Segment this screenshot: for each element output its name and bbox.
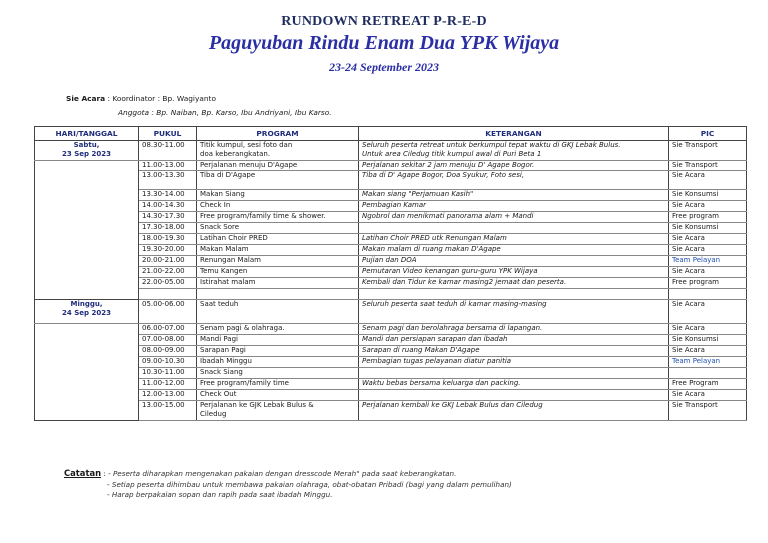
day-cell	[35, 212, 139, 223]
pic-cell: Free program	[669, 212, 747, 223]
pic-cell	[669, 368, 747, 379]
table-row	[35, 234, 747, 245]
pic-cell: Sie Acara	[669, 234, 747, 245]
table-row	[35, 278, 747, 289]
keterangan-cell: Senam pagi dan berolahraga bersama di lapangan.	[359, 324, 669, 335]
day-cell	[35, 401, 139, 421]
table-row	[35, 223, 747, 234]
table-row	[35, 324, 747, 335]
keterangan-cell	[359, 141, 669, 161]
pic-cell: Sie Konsumsi	[669, 335, 747, 346]
keterangan-cell	[359, 390, 669, 401]
program-line: Perjalanan ke GJK Lebak Bulus &	[200, 401, 314, 409]
pic-cell: Sie Acara	[669, 390, 747, 401]
day-cell	[35, 190, 139, 201]
pic-cell: Free Program	[669, 379, 747, 390]
catatan-block	[64, 468, 456, 478]
program-line: doa keberangkatan.	[200, 149, 271, 158]
pukul-cell: 05.00-06.00	[139, 300, 197, 324]
pukul-cell: 08.00-09.00	[139, 346, 197, 357]
sie-acara-label: Sie Acara	[66, 94, 106, 103]
catatan-separator: :	[103, 469, 106, 478]
day-date: 24 Sep 2023	[62, 308, 111, 317]
program-cell: Snack Siang	[197, 368, 359, 379]
program-cell: Sarapan Pagi	[197, 346, 359, 357]
keterangan-cell	[359, 223, 669, 234]
keterangan-line: Untuk area Ciledug titik kumpul awal di Puri Beta 1	[362, 149, 542, 158]
table-header-row	[35, 127, 747, 141]
col-hari-tanggal: HARI/TANGGAL	[35, 127, 139, 141]
table-row	[35, 161, 747, 171]
table-row	[35, 346, 747, 357]
program-cell: Latihan Choir PRED	[197, 234, 359, 245]
table-row	[35, 401, 747, 421]
pukul-cell: 22.00-05.00	[139, 278, 197, 289]
table-row	[35, 379, 747, 390]
pic-cell: Sie Transport	[669, 161, 747, 171]
day-name: Sabtu,	[73, 141, 100, 149]
catatan-note: - Setiap peserta dihimbau untuk membawa pakaian olahraga, obat-obatan Pribadi (bagi yang dalam pemulihan)	[107, 480, 512, 489]
pukul-cell: 13.00-15.00	[139, 401, 197, 421]
pic-cell: Sie Transport	[669, 141, 747, 161]
program-cell: Snack Sore	[197, 223, 359, 234]
pukul-cell: 13.30-14.00	[139, 190, 197, 201]
pukul-cell: 19.30-20.00	[139, 245, 197, 256]
keterangan-cell	[359, 368, 669, 379]
keterangan-line: Seluruh peserta retreat untuk berkumpul tepat waktu di GKJ Lebak Bulus.	[362, 141, 621, 149]
pukul-cell: 11.00-12.00	[139, 379, 197, 390]
empty-cell	[197, 289, 359, 300]
pukul-cell: 06.00-07.00	[139, 324, 197, 335]
day-cell	[35, 171, 139, 190]
keterangan-cell: Makan malam di ruang makan D'Agape	[359, 245, 669, 256]
empty-cell	[139, 289, 197, 300]
day-name: Minggu,	[70, 300, 103, 308]
day-cell	[35, 278, 139, 289]
table-row	[35, 212, 747, 223]
pukul-cell: 07.00-08.00	[139, 335, 197, 346]
keterangan-cell: Perjalanan kembali ke GKJ Lebak Bulus dan Ciledug	[359, 401, 669, 421]
program-cell: Tiba di D'Agape	[197, 171, 359, 190]
keterangan-cell: Makan siang "Perjamuan Kasih"	[359, 190, 669, 201]
program-cell	[197, 401, 359, 421]
keterangan-cell: Pemutaran Video kenangan guru-guru YPK Wijaya	[359, 267, 669, 278]
day-cell	[35, 201, 139, 212]
catatan-label: Catatan	[64, 468, 102, 478]
day-cell	[35, 390, 139, 401]
table-row	[35, 256, 747, 267]
keterangan-cell: Pembagian Kamar	[359, 201, 669, 212]
keterangan-cell: Latihan Choir PRED utk Renungan Malam	[359, 234, 669, 245]
col-pukul: PUKUL	[139, 127, 197, 141]
pic-cell: Sie Acara	[669, 201, 747, 212]
pukul-cell: 09.00-10.30	[139, 357, 197, 368]
pukul-cell: 08.30-11.00	[139, 141, 197, 161]
pic-cell: Team Pelayan	[669, 357, 747, 368]
pic-cell: Sie Konsumsi	[669, 223, 747, 234]
pukul-cell: 12.00-13.00	[139, 390, 197, 401]
pic-cell: Sie Acara	[669, 245, 747, 256]
pukul-cell: 14.00-14.30	[139, 201, 197, 212]
program-cell: Renungan Malam	[197, 256, 359, 267]
pukul-cell: 14.30-17.30	[139, 212, 197, 223]
pic-cell: Sie Acara	[669, 267, 747, 278]
program-cell: Check Out	[197, 390, 359, 401]
day-cell	[35, 234, 139, 245]
pic-cell: Sie Acara	[669, 171, 747, 190]
keterangan-cell: Kembali dan Tidur ke kamar masing2 jemaat dan peserta.	[359, 278, 669, 289]
program-cell: Senam pagi & olahraga.	[197, 324, 359, 335]
pic-cell: Sie Acara	[669, 300, 747, 324]
pukul-cell: 17.30-18.00	[139, 223, 197, 234]
pic-cell: Sie Acara	[669, 324, 747, 335]
document-date: 23-24 September 2023	[329, 60, 439, 74]
keterangan-cell: Ngobrol dan menikmati panorama alam + Mandi	[359, 212, 669, 223]
program-cell: Free program/family time & shower.	[197, 212, 359, 223]
program-cell: Mandi Pagi	[197, 335, 359, 346]
col-program: PROGRAM	[197, 127, 359, 141]
program-cell: Makan Siang	[197, 190, 359, 201]
keterangan-cell: Sarapan di ruang Makan D'Agape	[359, 346, 669, 357]
sie-anggota: Anggota : Bp. Naiban, Bp. Karso, Ibu Andriyani, Ibu Karso.	[118, 108, 332, 117]
program-cell: Istirahat malam	[197, 278, 359, 289]
table-row	[35, 141, 747, 161]
pic-cell: Sie Acara	[669, 346, 747, 357]
pukul-cell: 10.30-11.00	[139, 368, 197, 379]
catatan-note: - Harap berpakaian sopan dan rapih pada saat ibadah Minggu.	[107, 490, 333, 499]
program-cell: Makan Malam	[197, 245, 359, 256]
rundown-table	[34, 126, 747, 421]
day-cell	[35, 256, 139, 267]
sie-acara-line	[66, 94, 216, 103]
keterangan-cell: Pujian dan DOA	[359, 256, 669, 267]
day-date: 23 Sep 2023	[62, 149, 111, 158]
keterangan-cell: Pembagian tugas pelayanan diatur panitia	[359, 357, 669, 368]
program-cell: Check In	[197, 201, 359, 212]
program-cell: Perjalanan menuju D'Agape	[197, 161, 359, 171]
program-cell: Free program/family time	[197, 379, 359, 390]
table-row	[35, 190, 747, 201]
pic-cell: Free program	[669, 278, 747, 289]
empty-cell	[669, 289, 747, 300]
keterangan-cell: Mandi dan persiapan sarapan dan ibadah	[359, 335, 669, 346]
keterangan-cell: Perjalanan sekitar 2 jam menuju D' Agape Bogor.	[359, 161, 669, 171]
col-pic: PIC	[669, 127, 747, 141]
keterangan-cell: Seluruh peserta saat teduh di kamar masing-masing	[359, 300, 669, 324]
keterangan-cell: Tiba di D' Agape Bogor, Doa Syukur, Foto sesi,	[359, 171, 669, 190]
day-cell	[35, 357, 139, 368]
pukul-cell: 20.00-21.00	[139, 256, 197, 267]
day-cell	[35, 346, 139, 357]
day-cell	[35, 245, 139, 256]
pukul-cell: 11.00-13.00	[139, 161, 197, 171]
document-title: RUNDOWN RETREAT P-R-E-D	[281, 14, 487, 29]
day-cell	[35, 289, 139, 300]
program-cell: Temu Kangen	[197, 267, 359, 278]
day-cell-minggu	[35, 300, 139, 324]
pukul-cell: 21.00-22.00	[139, 267, 197, 278]
day-cell	[35, 267, 139, 278]
day-cell	[35, 335, 139, 346]
sie-koordinator: : Koordinator : Bp. Wagiyanto	[107, 94, 216, 103]
table-row	[35, 201, 747, 212]
day-cell	[35, 324, 139, 335]
table-row	[35, 245, 747, 256]
day-cell	[35, 368, 139, 379]
day-cell-sabtu	[35, 141, 139, 161]
table-row-spacer	[35, 289, 747, 300]
table-row	[35, 267, 747, 278]
table-row	[35, 300, 747, 324]
table-row	[35, 390, 747, 401]
table-row	[35, 171, 747, 190]
pukul-cell: 13.00-13.30	[139, 171, 197, 190]
table-row	[35, 368, 747, 379]
keterangan-cell: Waktu bebas bersama keluarga dan packing.	[359, 379, 669, 390]
col-keterangan: KETERANGAN	[359, 127, 669, 141]
table-row	[35, 335, 747, 346]
program-cell: Ibadah Minggu	[197, 357, 359, 368]
pic-cell: Sie Transport	[669, 401, 747, 421]
pic-cell: Team Pelayan	[669, 256, 747, 267]
empty-cell	[359, 289, 669, 300]
program-cell	[197, 141, 359, 161]
document-subtitle: Paguyuban Rindu Enam Dua YPK Wijaya	[208, 32, 560, 54]
day-cell	[35, 379, 139, 390]
program-line: Titik kumpul, sesi foto dan	[200, 141, 293, 149]
day-cell	[35, 161, 139, 171]
catatan-note: - Peserta diharapkan mengenakan pakaian dengan dresscode Merah" pada saat keberangkatan.	[108, 469, 457, 478]
day-cell	[35, 223, 139, 234]
table-row	[35, 357, 747, 368]
pic-cell: Sie Konsumsi	[669, 190, 747, 201]
program-cell: Saat teduh	[197, 300, 359, 324]
program-line: Ciledug	[200, 409, 227, 418]
pukul-cell: 18.00-19.30	[139, 234, 197, 245]
